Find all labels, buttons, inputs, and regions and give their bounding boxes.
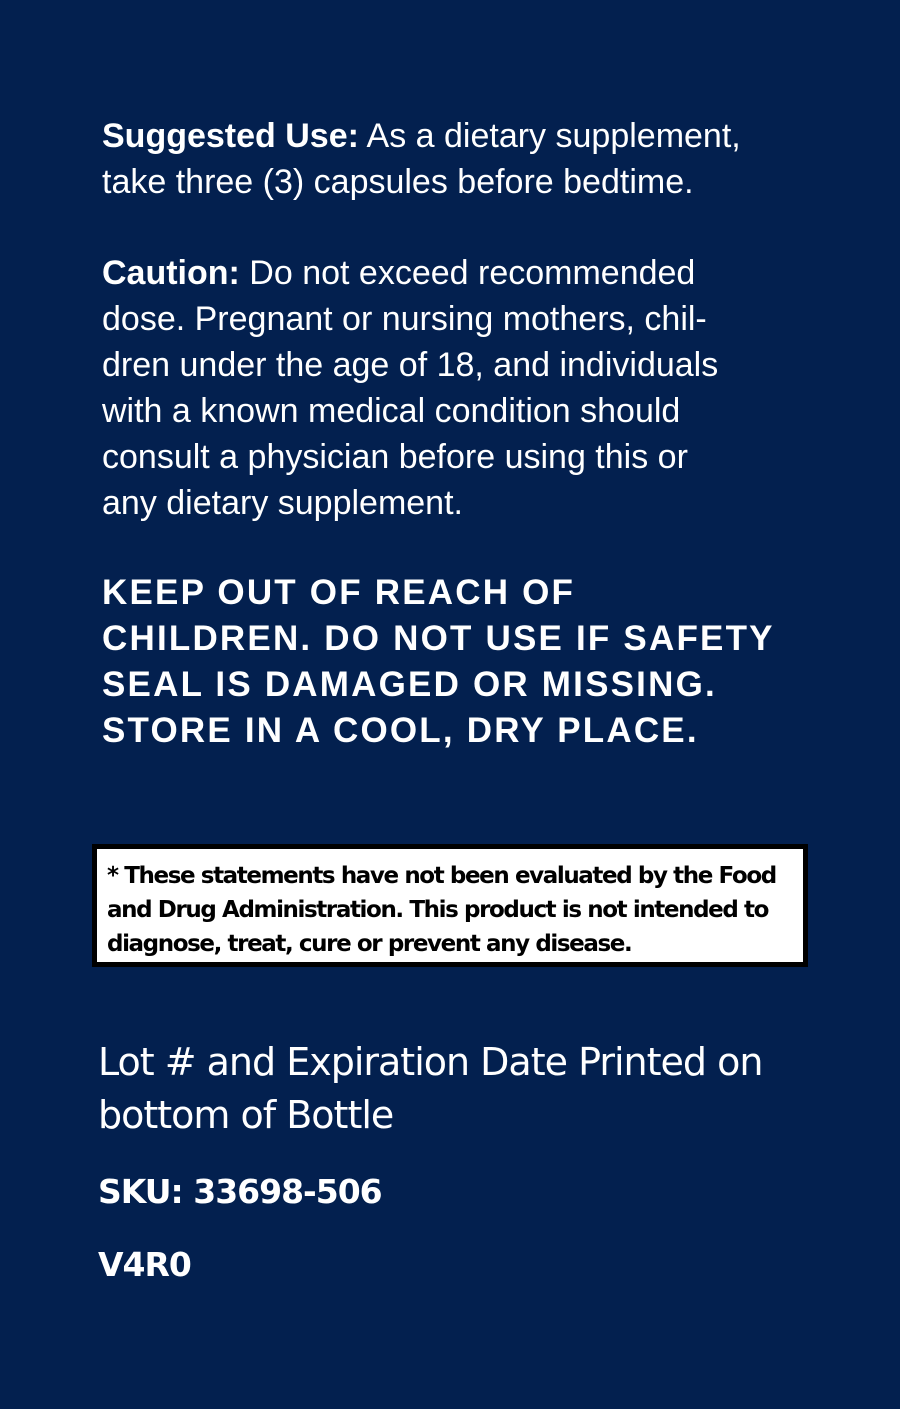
caution-line-1 <box>102 250 832 296</box>
suggested-use-text: As a dietary supplement, <box>358 117 741 155</box>
fda-line-1: * These statements have not been evaluated by the Food <box>107 863 776 889</box>
lot-line-1: Lot # and Expiration Date Printed on <box>98 1040 763 1084</box>
warning-line-1: KEEP OUT OF REACH OF <box>102 573 576 612</box>
lot-line-2: bottom of Bottle <box>98 1093 394 1137</box>
caution-line-4: with a known medical condition should <box>102 392 681 430</box>
caution-heading: Caution: <box>102 254 240 292</box>
safety-warning-section <box>102 570 832 754</box>
caution-line-2: dose. Pregnant or nursing mothers, chil- <box>102 300 707 338</box>
caution-line-6: any dietary supplement. <box>102 484 463 522</box>
suggested-use-section <box>102 113 832 205</box>
suggested-use-line-2: take three (3) capsules before bedtime. <box>102 163 694 201</box>
lot-expiration-note <box>98 1036 858 1142</box>
warning-line-4: STORE IN A COOL, DRY PLACE. <box>102 711 699 750</box>
fda-line-3: diagnose, treat, cure or prevent any disease. <box>107 931 632 957</box>
suggested-use-heading: Suggested Use: <box>102 117 359 155</box>
warning-line-3: SEAL IS DAMAGED OR MISSING. <box>102 665 717 704</box>
warning-line-2: CHILDREN. DO NOT USE IF SAFETY <box>102 619 775 658</box>
fda-disclaimer-box <box>92 844 808 967</box>
sku-number: SKU: 33698-506 <box>98 1172 382 1211</box>
version-code: V4R0 <box>98 1245 191 1284</box>
fda-disclaimer-text <box>97 849 803 962</box>
fda-line-2: and Drug Administration. This product is not intended to <box>107 897 769 923</box>
caution-line-5: consult a physician before using this or <box>102 438 688 476</box>
caution-section <box>102 250 832 526</box>
caution-line-3: dren under the age of 18, and individuals <box>102 346 719 384</box>
caution-text: Do not exceed recommended <box>239 254 696 292</box>
suggested-use-line-1 <box>102 113 832 159</box>
